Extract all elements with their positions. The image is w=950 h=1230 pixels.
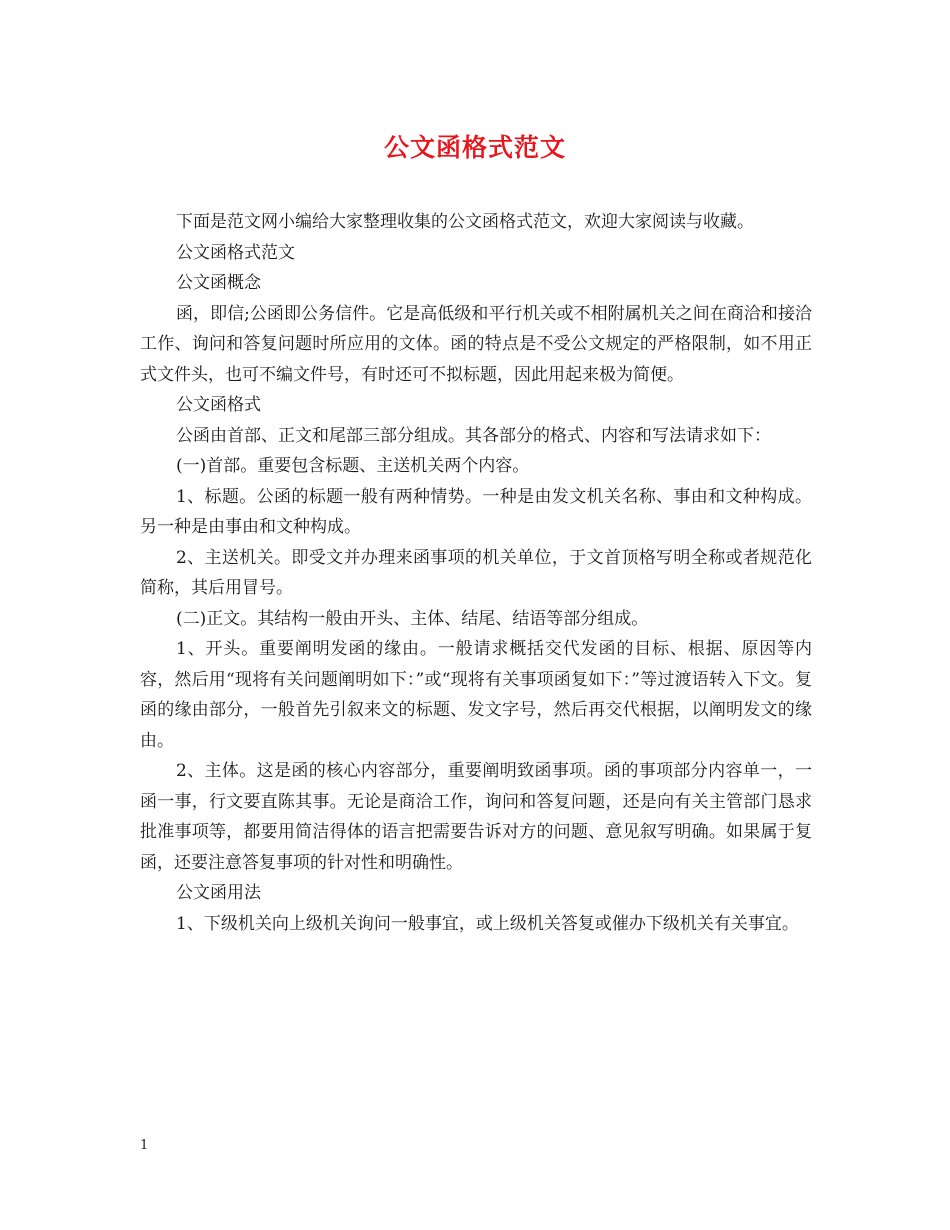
body-paragraph: 1、标题。公函的标题一般有两种情势。一种是由发文机关名称、事由和文种构成。另一种是由事由和文种构成。	[140, 486, 812, 537]
body-paragraph: 1、下级机关向上级机关询问一般事宜，或上级机关答复或催办下级机关有关事宜。	[176, 913, 799, 934]
page-number: 1	[140, 1138, 149, 1153]
section-heading: 公文函概念	[176, 273, 261, 293]
section-heading: 公文函格式范文	[176, 242, 295, 263]
body-paragraph: (一)首部。重要包含标题、主送机关两个内容。	[176, 456, 530, 476]
body-paragraph: 1、开头。重要阐明发函的缘由。一般请求概括交代发函的目标、根据、原因等内容，然后用“现将有关问题阐明如下：”或“现将有关事项函复如下：”等过渡语转入下文。复函的缘由部分，一般首先引叙来文的标题、发文字号，然后再交代根据，以阐明发文的缘由。	[140, 639, 812, 751]
body-paragraph: 公函由首部、正文和尾部三部分组成。其各部分的格式、内容和写法请求如下：	[176, 425, 771, 446]
intro-paragraph: 下面是范文网小编给大家整理收集的公文函格式范文，欢迎大家阅读与收藏。	[176, 212, 754, 232]
body-paragraph: 2、主体。这是函的核心内容部分，重要阐明致函事项。函的事项部分内容单一，一函一事，行文要直陈其事。无论是商洽工作，询问和答复问题，还是向有关主管部门恳求批准事项等，都要用简洁得体的语言把需要告诉对方的问题、意见叙写明确。如果属于复函，还要注意答复事项的针对性和明确性。	[140, 761, 812, 873]
document-body	[140, 207, 812, 939]
body-paragraph: (二)正文。其结构一般由开头、主体、结尾、结语等部分组成。	[176, 608, 649, 629]
body-paragraph: 2、主送机关。即受文并办理来函事项的机关单位，于文首顶格写明全称或者规范化简称，其后用冒号。	[140, 547, 812, 598]
section-heading: 公文函格式	[176, 395, 261, 415]
document-title: 公文函格式范文	[383, 133, 566, 162]
section-heading: 公文函用法	[176, 883, 261, 903]
body-paragraph: 函，即信;公函即公务信件。它是高低级和平行机关或不相附属机关之间在商洽和接洽工作、询问和答复问题时所应用的文体。函的特点是不受公文规定的严格限制，如不用正式文件头，也可不编文件号，有时还可不拟标题，因此用起来极为简便。	[140, 303, 812, 385]
